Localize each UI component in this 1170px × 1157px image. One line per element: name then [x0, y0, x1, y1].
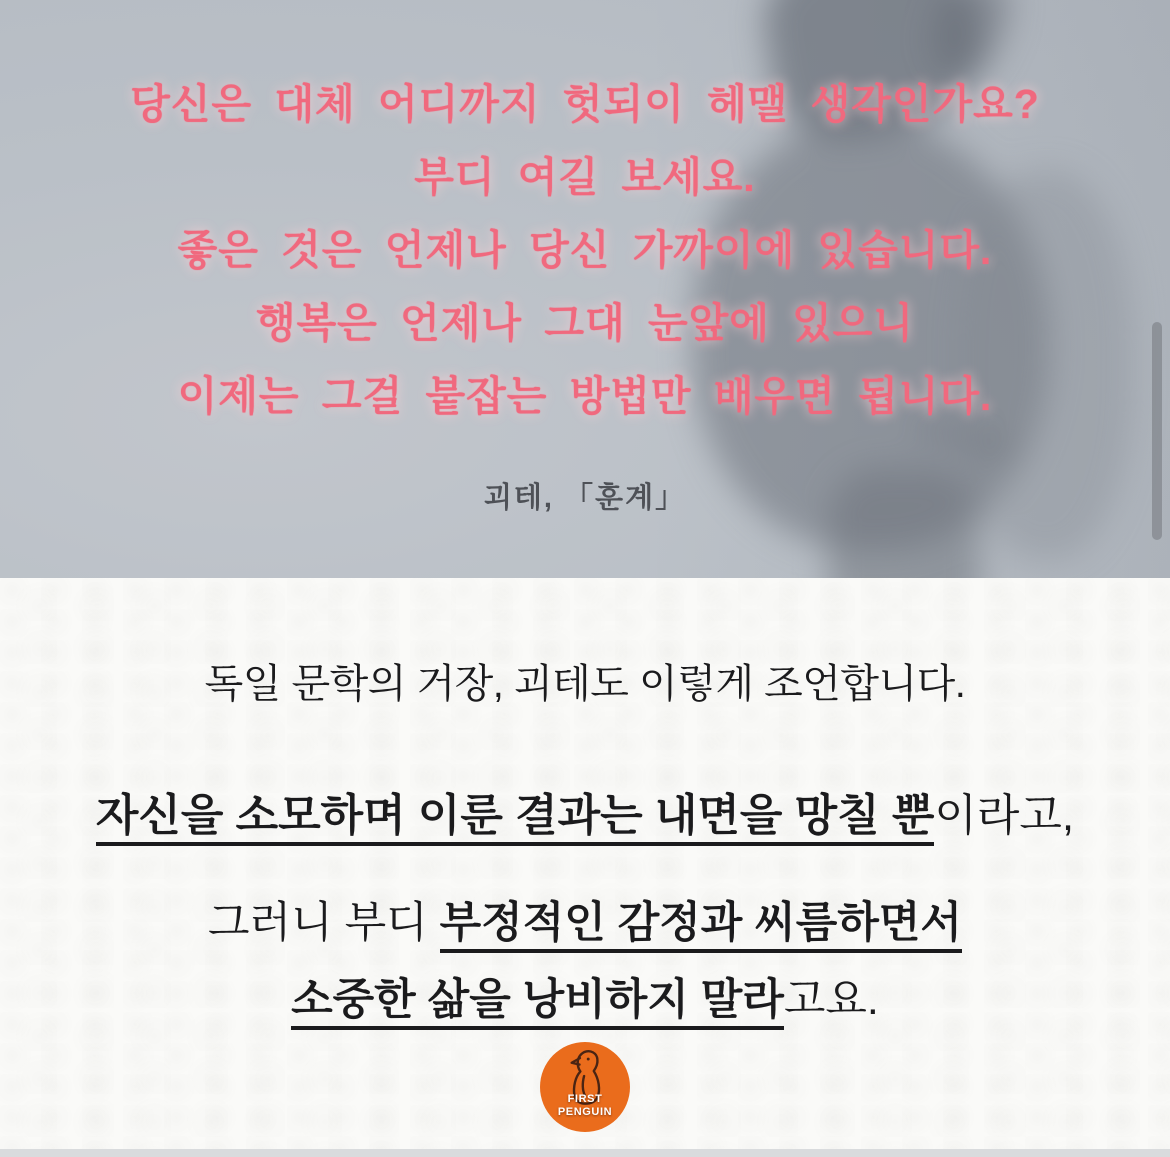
quote-line: 행복은 언제나 그대 눈앞에 있으니	[255, 300, 915, 346]
hero-image-section	[0, 0, 1170, 578]
quote-line: 부디 여길 보세요.	[414, 154, 756, 200]
logo-word-penguin: PENGUIN	[557, 1106, 613, 1118]
first-penguin-logo	[540, 1042, 630, 1132]
commentary-section	[0, 578, 1170, 1157]
emphasized-text: 부정적인 감정과 씨름하면서	[440, 899, 962, 953]
scrollbar-thumb[interactable]	[1152, 322, 1162, 540]
quote-line: 이제는 그걸 붙잡는 방법만 배우면 됩니다.	[177, 373, 993, 419]
commentary-line-3	[0, 950, 1170, 1027]
bottom-edge-strip	[0, 1149, 1170, 1157]
logo-word-first: FIRST	[567, 1093, 603, 1105]
quote-line: 좋은 것은 언제나 당신 가까이에 있습니다.	[177, 227, 993, 273]
intro-text: 독일 문학의 거장, 괴테도 이렇게 조언합니다.	[204, 662, 966, 706]
emphasized-text: 소중한 삶을 낭비하지 말라	[291, 976, 784, 1030]
plain-text: 그러니 부디	[208, 899, 440, 947]
emphasized-text: 자신을 소모하며 이룬 결과는 내면을 망칠 뿐	[96, 791, 934, 846]
commentary-line-1	[0, 709, 1170, 843]
logo-wordmark	[540, 1093, 630, 1119]
plain-text: 고요.	[783, 976, 879, 1024]
quote-block	[0, 68, 1170, 516]
commentary-line-2	[0, 843, 1170, 950]
quote-line: 당신은 대체 어디까지 헛되이 헤맬 생각인가요?	[130, 81, 1040, 127]
quote-attribution: 괴테, 「훈계」	[483, 482, 687, 514]
plain-text: 이라고,	[934, 791, 1075, 840]
